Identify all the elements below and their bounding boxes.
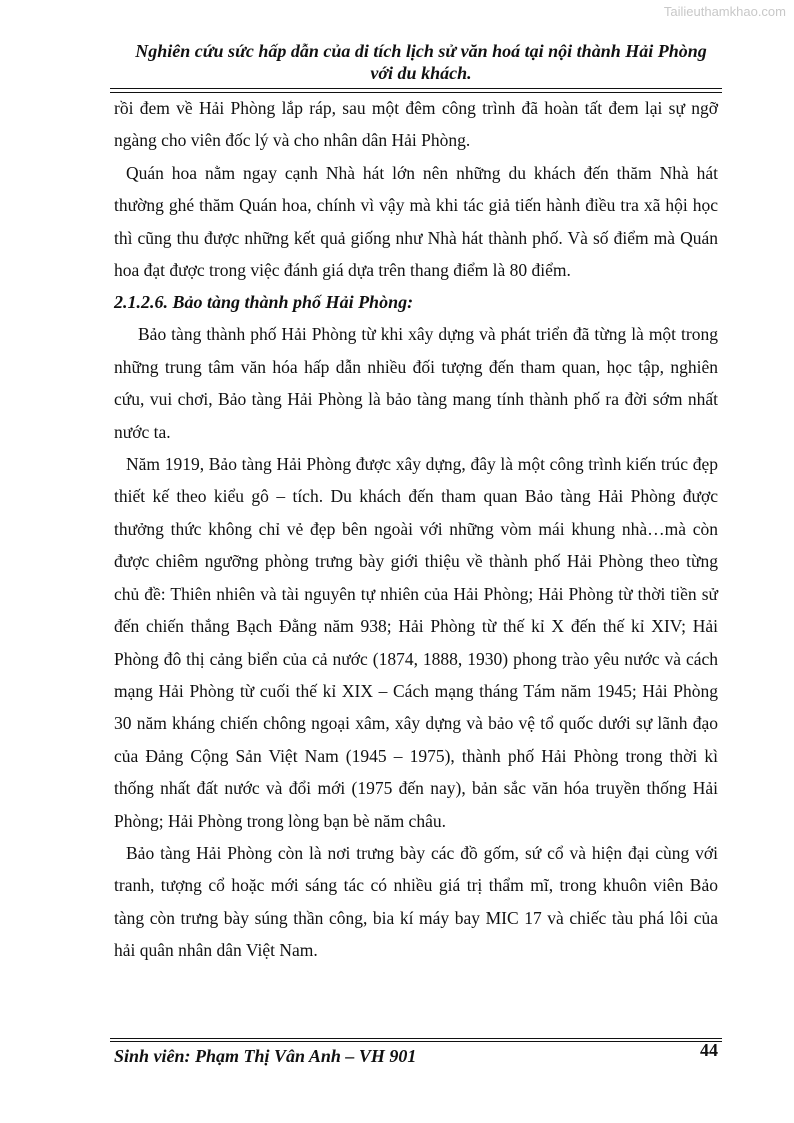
paragraph: Quán hoa nằm ngay cạnh Nhà hát lớn nên những du khách đến thăm Nhà hát thường ghé thăm Quán hoa, chính vì vậy mà khi tác giả tiến hành điều tra xã hội học thì cũng thu được những kết quả giống như Nhà hát thành phố. Và số điểm mà Quán hoa đạt được trong việc đánh giá dựa trên thang điểm là 80 điểm. <box>114 162 718 281</box>
header-title-line2: với du khách. <box>370 63 472 83</box>
paragraph: rồi đem về Hải Phòng lắp ráp, sau một đêm công trình đã hoàn tất đem lại sự ngỡ ngàng cho viên đốc lý và cho nhân dân Hải Phòng. <box>114 98 718 151</box>
page-header <box>112 40 730 84</box>
document-body <box>114 92 718 967</box>
section-heading: 2.1.2.6. Bảo tàng thành phố Hải Phòng: <box>114 292 414 313</box>
header-title-line1: Nghiên cứu sức hấp dẫn của di tích lịch sử văn hoá tại nội thành Hải Phòng <box>135 41 707 61</box>
footer-author: Sinh viên: Phạm Thị Vân Anh – VH 901 <box>114 1046 417 1066</box>
page-number: 44 <box>700 1040 718 1060</box>
paragraph: Bảo tàng Hải Phòng còn là nơi trưng bày các đồ gốm, sứ cổ và hiện đại cùng với tranh, tượng cổ hoặc mới sáng tác có nhiều giá trị thẩm mĩ, trong khuôn viên Bảo tàng còn trưng bày súng thần công, bia kí máy bay MIC 17 và chiếc tàu phá lôi của hải quân nhân dân Việt Nam. <box>114 842 718 961</box>
paragraph: Năm 1919, Bảo tàng Hải Phòng được xây dựng, đây là một công trình kiến trúc đẹp thiết kế theo kiểu gô – tích. Du khách đến tham quan Bảo tàng Hải Phòng được thưởng thức không chỉ vẻ đẹp bên ngoài với những vòm mái khung nhà…mà còn được chiêm ngưỡng phòng trưng bày giới thiệu về thành phố Hải Phòng theo từng chủ đề: Thiên nhiên và tài nguyên tự nhiên của Hải Phòng; Hải Phòng từ thời tiền sử đến chiến thắng Bạch Đằng năm 938; Hải Phòng từ thế kỉ X đến thế kỉ XIV; Hải Phòng đô thị cảng biển của cả nước (1874, 1888, 1930) phong trào yêu nước và cách mạng Hải Phòng từ cuối thế kỉ XIX – Cách mạng tháng Tám năm 1945; Hải Phòng 30 năm kháng chiến chông ngoại xâm, xây dựng và bảo vệ tổ quốc dưới sự lãnh đạo của Đảng Cộng Sản Việt Nam (1945 – 1975), thành phố Hải Phòng trong thời kì thống nhất đất nước và đổi mới (1975 đến nay), bản sắc văn hóa truyền thống Hải Phòng; Hải Phòng trong lòng bạn bè năm châu. <box>114 454 718 831</box>
watermark: Tailieuthamkhao.com <box>663 4 786 19</box>
paragraph: Bảo tàng thành phố Hải Phòng từ khi xây dựng và phát triển đã từng là một trong những trung tâm văn hóa hấp dẫn nhiều đối tượng đến tham quan, học tập, nghiên cứu, vui chơi, Bảo tàng Hải Phòng là bảo tàng mang tính thành phố ra đời sớm nhất nước ta. <box>114 324 718 442</box>
footer-divider <box>110 1038 722 1042</box>
